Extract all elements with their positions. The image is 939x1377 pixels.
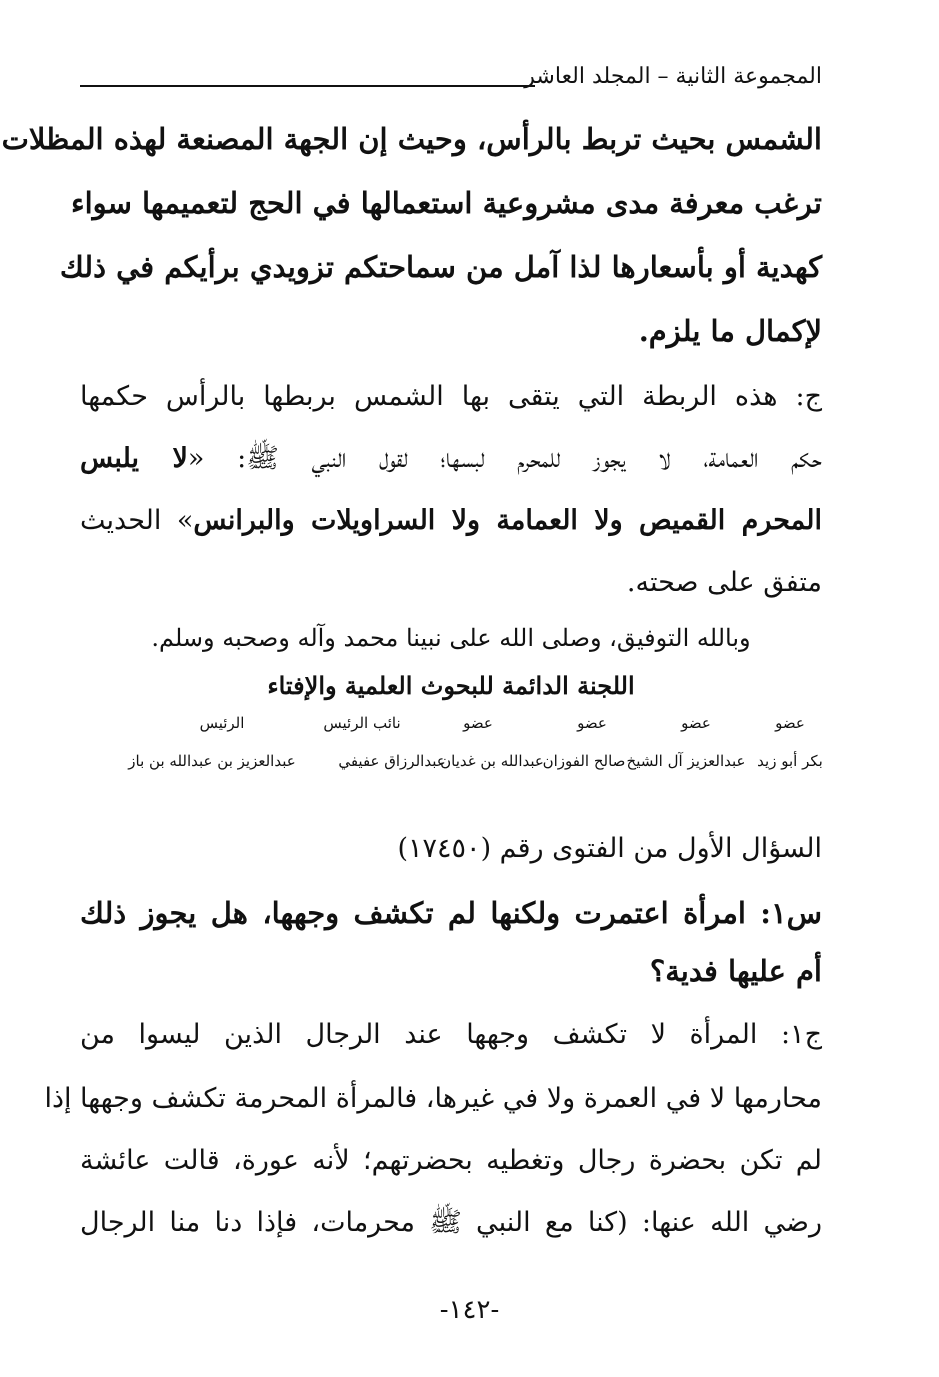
member-name: عبدالعزيز آل الشيخ (626, 752, 746, 770)
header-rule (80, 85, 535, 87)
member-name: عبدالعزيز بن عبدالله بن باز (128, 752, 296, 770)
question-line: أم عليها فدية؟ (649, 954, 822, 988)
answer-line: محارمها لا في العمرة ولا في غيرها، فالمرأة المحرمة تكشف وجهها إذا (44, 1083, 822, 1114)
member-name: عبدالرزاق عفيفي (338, 752, 446, 770)
role-label: نائب الرئيس (323, 714, 401, 732)
answer-line: لم تكن بحضرة رجال وتغطيه بحضرتهم؛ لأنه عورة، قالت عائشة (80, 1145, 822, 1176)
member-name: عبدالله بن غديان (440, 752, 544, 770)
answer-line (80, 490, 822, 552)
hadith-quote: المحرم القميص ولا العمامة ولا السراويلات والبرانس (193, 505, 822, 536)
hadith-quote: لا يلبس (80, 443, 188, 474)
answer-line: ج: هذه الربطة التي يتقى بها الشمس بربطها بالرأس حكمها (80, 381, 823, 412)
role-label: عضو (463, 714, 493, 732)
page-number: -١٤٢- (439, 1295, 500, 1325)
answer-text: » الحديث (80, 505, 194, 536)
answer-line: ج١: المرأة لا تكشف وجهها عند الرجال الذين ليسوا من (80, 1019, 822, 1050)
role-label: عضو (775, 714, 805, 732)
closing-line: وبالله التوفيق، وصلى الله على نبينا محمد وآله وصحبه وسلم. (151, 624, 751, 652)
role-label: عضو (681, 714, 711, 732)
header-title: المجموعة الثانية – المجلد العاشر (524, 64, 822, 89)
answer-text: حكم العمامة، لا يجوز للمحرم لبسها؛ لقول النبي ﷺ: « (187, 443, 822, 474)
question-continuation-line: الشمس بحيث تربط بالرأس، وحيث إن الجهة المصنعة لهذه المظلات (1, 122, 822, 156)
member-name: بكر أبو زيد (757, 752, 823, 770)
question-continuation-line: ترغب معرفة مدى مشروعية استعمالها في الحج لتعميمها سواء (70, 186, 822, 220)
fatwa-intro: السؤال الأول من الفتوى رقم (١٧٤٥٠) (397, 833, 822, 864)
committee-name: اللجنة الدائمة للبحوث العلمية والإفتاء (267, 671, 635, 700)
role-label: عضو (577, 714, 607, 732)
answer-line (80, 428, 822, 490)
role-label: الرئيس (199, 714, 245, 732)
member-name: صالح الفوزان (542, 752, 626, 770)
question-line: س١: امرأة اعتمرت ولكنها لم تكشف وجهها، هل يجوز ذلك (80, 896, 822, 930)
answer-line: متفق على صحته. (626, 567, 822, 598)
question-continuation-line: لإكمال ما يلزم. (638, 314, 822, 348)
committee-members (100, 746, 822, 776)
running-header (80, 62, 822, 92)
question-continuation-line: كهدية أو بأسعارها لذا آمل من سماحتكم تزويدي برأيكم في ذلك (59, 250, 822, 284)
committee-roles (100, 708, 822, 738)
answer-line: رضي الله عنها: (كنا مع النبي ﷺ محرمات، فإذا دنا منا الرجال (80, 1207, 822, 1238)
